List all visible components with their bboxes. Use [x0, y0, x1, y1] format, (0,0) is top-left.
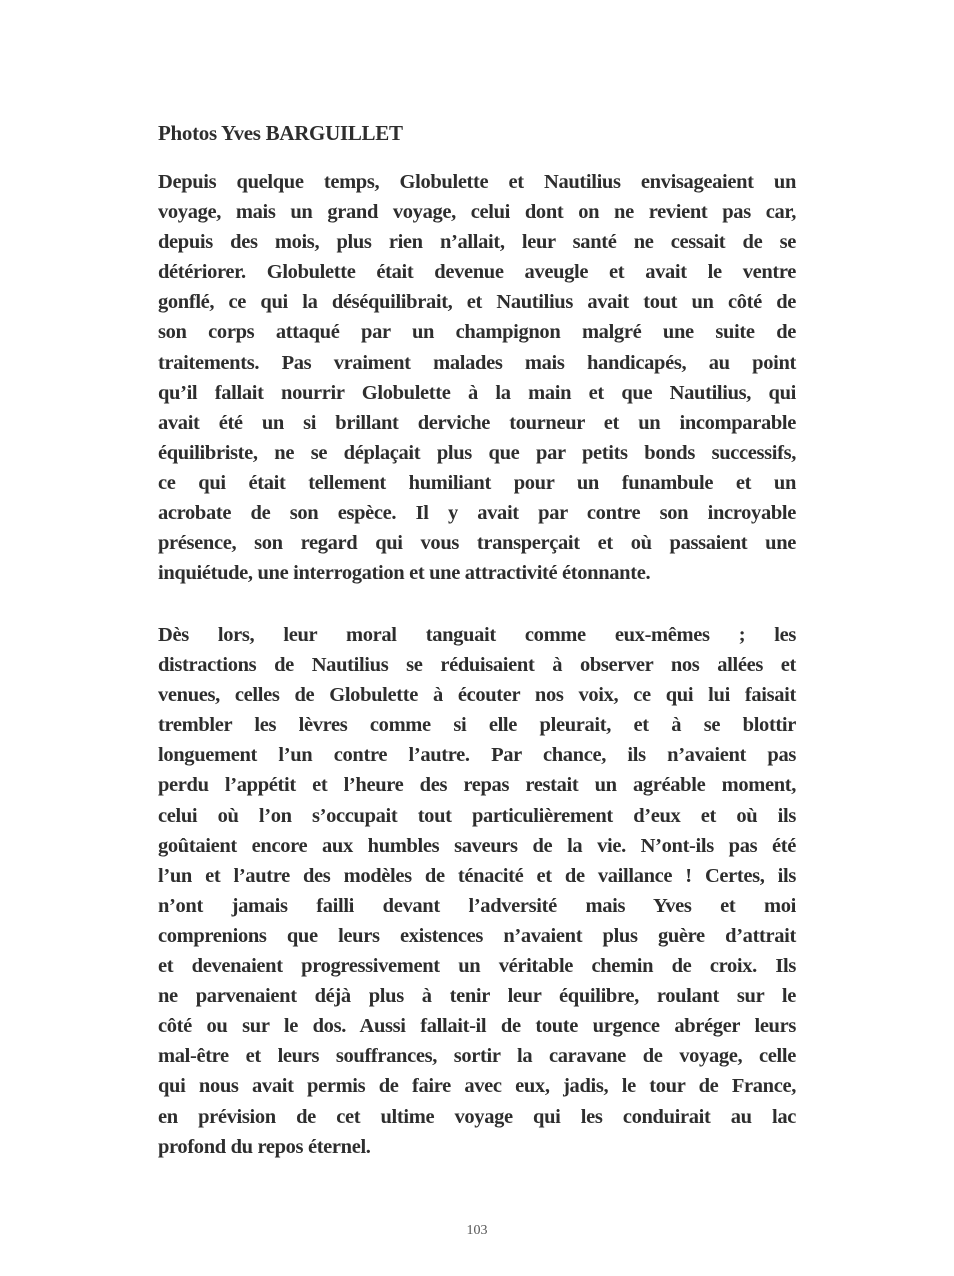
text-line: perdu l’appétit et l’heure des repas restait un agréable moment,	[158, 774, 796, 797]
text-line: depuis des mois, plus rien n’allait, leur santé ne cessait de se	[158, 231, 796, 254]
text-line: ne parvenaient déjà plus à tenir leur équilibre, roulant sur le	[158, 985, 796, 1008]
text-line: gonflé, ce qui la déséquilibrait, et Nautilius avait tout un côté de	[158, 291, 796, 314]
text-line: celui où l’on s’occupait tout particulièrement d’eux et où ils	[158, 804, 796, 827]
text-line: avait été un si brillant derviche tourneur et un incomparable	[158, 411, 796, 434]
text-line: inquiétude, une interrogation et une attractivité étonnante.	[158, 562, 651, 585]
text-line: son corps attaqué par un champignon malgré une suite de	[158, 321, 796, 344]
photo-credit-heading: Photos Yves BARGUILLET	[158, 121, 403, 145]
text-line: ce qui était tellement humiliant pour un funambule et un	[158, 471, 796, 494]
text-line: trembler les lèvres comme si elle pleurait, et à se blottir	[158, 714, 796, 737]
text-line: traitements. Pas vraiment malades mais handicapés, au point	[158, 351, 796, 374]
text-line: qui nous avait permis de faire avec eux, jadis, le tour de France,	[158, 1075, 796, 1098]
text-line: en prévision de cet ultime voyage qui les conduirait au lac	[158, 1105, 796, 1128]
text-line: n’ont jamais failli devant l’adversité mais Yves et moi	[158, 894, 796, 917]
paragraph-2	[158, 620, 796, 1162]
text-line: Dès lors, leur moral tanguait comme eux-mêmes ; les	[158, 624, 796, 646]
text-line: voyage, mais un grand voyage, celui dont on ne revient pas car,	[158, 201, 796, 224]
text-line: comprenions que leurs existences n’avaient plus guère d’attrait	[158, 924, 796, 947]
text-line: équilibriste, ne se déplaçait plus que par petits bonds successifs,	[158, 441, 796, 464]
text-line: Depuis quelque temps, Globulette et Nautilius envisageaient un	[158, 171, 796, 193]
text-line: acrobate de son espèce. Il y avait par contre son incroyable	[158, 502, 796, 525]
page-number: 103	[466, 1223, 488, 1238]
text-line: et devenaient progressivement un véritable chemin de croix. Ils	[158, 955, 796, 978]
text-line: longuement l’un contre l’autre. Par chance, ils n’avaient pas	[158, 744, 796, 767]
text-line: goûtaient encore aux humbles saveurs de la vie. N’ont-ils pas été	[158, 834, 796, 857]
text-line: mal-être et leurs souffrances, sortir la caravane de voyage, celle	[158, 1045, 796, 1068]
text-line: présence, son regard qui vous transperçait et où passaient une	[158, 532, 796, 555]
text-line: venues, celles de Globulette à écouter nos voix, ce qui lui faisait	[158, 684, 796, 707]
text-line: distractions de Nautilius se réduisaient à observer nos allées et	[158, 654, 796, 677]
text-line: qu’il fallait nourrir Globulette à la main et que Nautilius, qui	[158, 381, 796, 404]
text-line: profond du repos éternel.	[158, 1135, 371, 1158]
text-line: détériorer. Globulette était devenue aveugle et avait le ventre	[158, 261, 796, 284]
paragraph-1	[158, 167, 796, 588]
text-line: côté ou sur le dos. Aussi fallait-il de toute urgence abréger leurs	[158, 1015, 796, 1038]
text-line: l’un et l’autre des modèles de ténacité et de vaillance ! Certes, ils	[158, 864, 796, 887]
